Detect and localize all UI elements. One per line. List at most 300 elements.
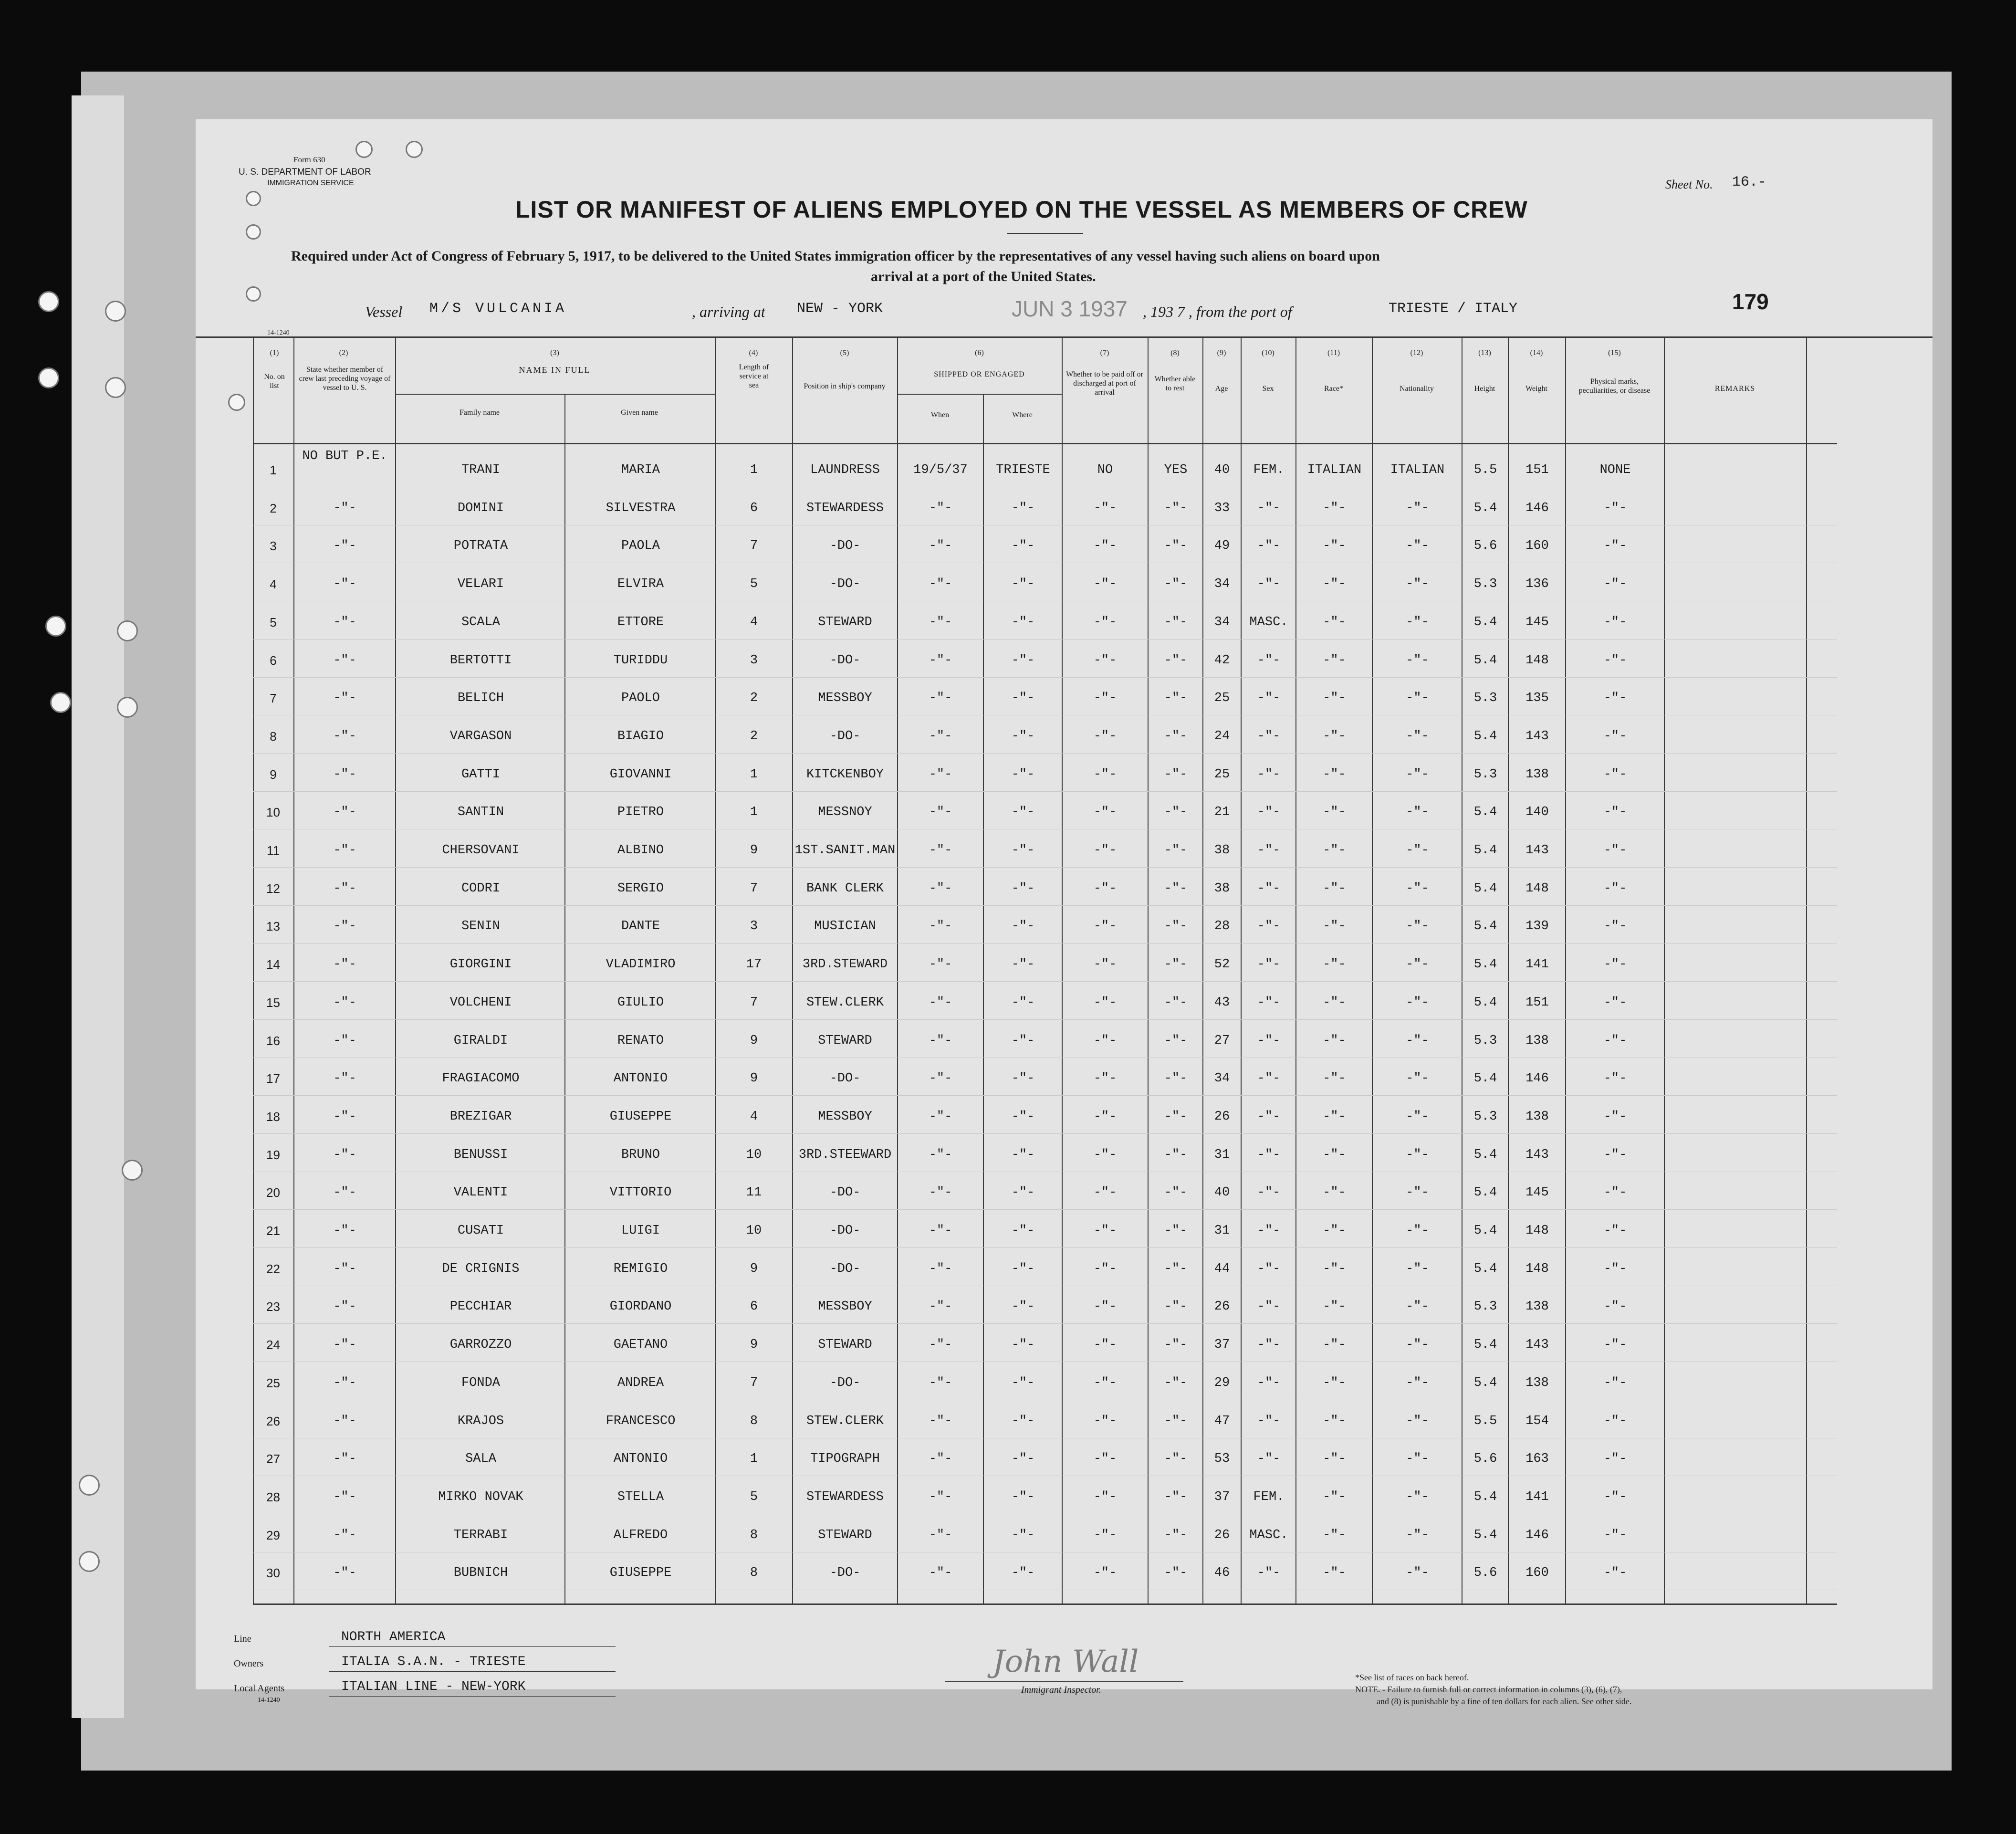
shipped-when-cell: -"- <box>929 577 952 591</box>
given-name-cell: PIETRO <box>617 805 664 819</box>
height-cell: 5.4 <box>1473 1528 1497 1542</box>
able-to-rest-cell: -"- <box>1164 691 1188 705</box>
height-cell: 5.4 <box>1473 1185 1497 1200</box>
column-rule <box>1372 338 1373 1605</box>
physical-marks-cell: -"- <box>1603 615 1627 629</box>
physical-marks-cell: -"- <box>1603 919 1627 933</box>
binder-hole <box>38 367 59 388</box>
previous-voyage-cell: -"- <box>333 1262 356 1276</box>
footnote-warning-2: and (8) is punishable by a fine of ten dollars for each alien. See other side. <box>1377 1697 1632 1706</box>
row-number-cell: 22 <box>266 1262 280 1276</box>
given-name-cell: GAETANO <box>613 1338 668 1352</box>
family-name-cell: PECCHIAR <box>449 1300 512 1314</box>
family-name-cell: GIORGINI <box>449 957 512 972</box>
punch-hole <box>246 224 261 240</box>
previous-voyage-cell: -"- <box>333 1414 356 1428</box>
line-value: NORTH AMERICA <box>341 1630 446 1645</box>
sex-cell: -"- <box>1257 805 1281 819</box>
col6-number: (6) <box>975 349 984 357</box>
row-rule <box>253 1019 1837 1020</box>
paid-off-cell: -"- <box>1093 1338 1117 1352</box>
col1-header: No. on list <box>264 373 285 390</box>
stamp-number: 179 <box>1732 289 1769 314</box>
row-rule <box>253 981 1837 982</box>
race-cell: -"- <box>1323 843 1346 858</box>
footnote-warning-1: NOTE. - Failure to furnish full or correct information in columns (3), (6), (7), <box>1355 1685 1622 1694</box>
family-name-cell: BELICH <box>457 691 504 705</box>
weight-cell: 138 <box>1525 1376 1549 1390</box>
age-cell: 34 <box>1214 577 1230 591</box>
height-cell: 5.4 <box>1473 1071 1497 1086</box>
nationality-cell: -"- <box>1406 1376 1429 1390</box>
height-cell: 5.4 <box>1473 1490 1497 1504</box>
able-to-rest-cell: -"- <box>1164 1300 1188 1314</box>
paid-off-cell: NO <box>1097 463 1113 477</box>
given-name-cell: SILVESTRA <box>606 501 676 515</box>
owners-underline <box>329 1671 616 1672</box>
physical-marks-cell: -"- <box>1603 539 1627 553</box>
given-name-cell: MARIA <box>621 463 660 477</box>
col3-header: NAME IN FULL <box>519 365 591 375</box>
age-cell: 40 <box>1214 1185 1230 1200</box>
able-to-rest-cell: -"- <box>1164 1148 1188 1162</box>
service-length-cell: 1 <box>750 767 758 782</box>
able-to-rest-cell: -"- <box>1164 1185 1188 1200</box>
paid-off-cell: -"- <box>1093 1224 1117 1238</box>
col2-number: (2) <box>339 349 348 357</box>
paid-off-cell: -"- <box>1093 1071 1117 1086</box>
race-cell: -"- <box>1323 1034 1346 1048</box>
height-cell: 5.4 <box>1473 957 1497 972</box>
shipped-where-cell: -"- <box>1011 767 1035 782</box>
position-cell: -DO- <box>829 1224 861 1238</box>
col5-header: Position in ship's company <box>804 382 886 390</box>
height-cell: 5.4 <box>1473 881 1497 896</box>
family-name-cell: SANTIN <box>457 805 504 819</box>
family-name-cell: GARROZZO <box>449 1338 512 1352</box>
family-name-cell: BERTOTTI <box>449 653 512 668</box>
family-name-cell: FRAGIACOMO <box>442 1071 520 1086</box>
shipped-when-cell: -"- <box>929 615 952 629</box>
paid-off-cell: -"- <box>1093 1566 1117 1580</box>
paid-off-cell: -"- <box>1093 539 1117 553</box>
shipped-when-cell: -"- <box>929 1566 952 1580</box>
previous-voyage-cell: -"- <box>333 957 356 972</box>
height-cell: 5.3 <box>1473 767 1497 782</box>
age-cell: 44 <box>1214 1262 1230 1276</box>
race-cell: -"- <box>1323 805 1346 819</box>
binder-hole <box>45 616 66 637</box>
age-cell: 31 <box>1214 1148 1230 1162</box>
able-to-rest-cell: -"- <box>1164 805 1188 819</box>
previous-voyage-cell: -"- <box>333 691 356 705</box>
weight-cell: 143 <box>1525 843 1549 858</box>
sex-cell: -"- <box>1257 1414 1281 1428</box>
given-name-cell: LUIGI <box>621 1224 660 1238</box>
shipped-where-cell: -"- <box>1011 1185 1035 1200</box>
position-cell: MESSNOY <box>818 805 872 819</box>
row-number-cell: 20 <box>266 1185 280 1200</box>
race-cell: -"- <box>1323 1414 1346 1428</box>
paid-off-cell: -"- <box>1093 996 1117 1010</box>
shipped-when-cell: -"- <box>929 805 952 819</box>
paid-off-cell: -"- <box>1093 691 1117 705</box>
column-rule <box>395 338 396 1605</box>
column-rule <box>1508 338 1509 1605</box>
previous-voyage-cell: -"- <box>333 805 356 819</box>
col10-number: (10) <box>1262 349 1274 357</box>
age-cell: 24 <box>1214 729 1230 744</box>
col12-header: Nationality <box>1400 385 1434 393</box>
shipped-where-cell: -"- <box>1011 1566 1035 1580</box>
shipped-when-cell: -"- <box>929 1262 952 1276</box>
table-bottom-rule <box>253 1603 1837 1605</box>
row-number-cell: 3 <box>270 539 277 553</box>
punch-hole <box>246 286 261 302</box>
age-cell: 37 <box>1214 1338 1230 1352</box>
shipped-when-cell: -"- <box>929 691 952 705</box>
race-cell: -"- <box>1323 1224 1346 1238</box>
shipped-where-cell: TRIESTE <box>996 463 1050 477</box>
agents-code: 14-1240 <box>258 1697 280 1704</box>
shipped-where-cell: -"- <box>1011 1110 1035 1124</box>
shipped-when-cell: -"- <box>929 919 952 933</box>
race-cell: -"- <box>1323 729 1346 744</box>
race-cell: -"- <box>1323 957 1346 972</box>
previous-voyage-cell: -"- <box>333 1528 356 1542</box>
age-cell: 31 <box>1214 1224 1230 1238</box>
position-cell: MESSBOY <box>818 691 872 705</box>
race-cell: -"- <box>1323 767 1346 782</box>
height-cell: 5.3 <box>1473 1110 1497 1124</box>
service-length-cell: 8 <box>750 1414 758 1428</box>
previous-voyage-cell: -"- <box>333 1185 356 1200</box>
col3-given-header: Given name <box>621 409 658 417</box>
height-cell: 5.4 <box>1473 996 1497 1010</box>
previous-voyage-cell: -"- <box>333 1110 356 1124</box>
shipped-where-cell: -"- <box>1011 501 1035 515</box>
position-cell: KITCKENBOY <box>806 767 884 782</box>
physical-marks-cell: -"- <box>1603 1528 1627 1542</box>
age-cell: 27 <box>1214 1034 1230 1048</box>
row-number-cell: 18 <box>266 1110 280 1124</box>
family-name-cell: BENUSSI <box>453 1148 508 1162</box>
previous-voyage-cell: -"- <box>333 615 356 629</box>
family-name-cell: VOLCHENI <box>449 996 512 1010</box>
shipped-where-cell: -"- <box>1011 539 1035 553</box>
paid-off-cell: -"- <box>1093 1528 1117 1542</box>
race-cell: -"- <box>1323 615 1346 629</box>
given-name-cell: ALFREDO <box>613 1528 668 1542</box>
line-label: Line <box>234 1634 251 1644</box>
family-name-cell: CUSATI <box>457 1224 504 1238</box>
given-name-cell: BIAGIO <box>617 729 664 744</box>
sex-cell: MASC. <box>1249 615 1288 629</box>
sex-cell: -"- <box>1257 729 1281 744</box>
shipped-when-cell: -"- <box>929 1148 952 1162</box>
weight-cell: 154 <box>1525 1414 1549 1428</box>
service-length-cell: 11 <box>746 1185 762 1200</box>
nationality-cell: ITALIAN <box>1390 463 1445 477</box>
column-rule <box>564 394 565 1605</box>
shipped-when-cell: -"- <box>929 729 952 744</box>
able-to-rest-cell: -"- <box>1164 1376 1188 1390</box>
weight-cell: 141 <box>1525 1490 1549 1504</box>
weight-cell: 140 <box>1525 805 1549 819</box>
given-name-cell: PAOLO <box>621 691 660 705</box>
nationality-cell: -"- <box>1406 691 1429 705</box>
row-number-cell: 26 <box>266 1414 280 1428</box>
height-cell: 5.4 <box>1473 1262 1497 1276</box>
paid-off-cell: -"- <box>1093 881 1117 896</box>
family-name-cell: GIRALDI <box>453 1034 508 1048</box>
nationality-cell: -"- <box>1406 957 1429 972</box>
position-cell: -DO- <box>829 1185 861 1200</box>
given-name-cell: VITTORIO <box>609 1185 672 1200</box>
age-cell: 40 <box>1214 463 1230 477</box>
able-to-rest-cell: -"- <box>1164 1566 1188 1580</box>
able-to-rest-cell: YES <box>1164 463 1188 477</box>
height-cell: 5.3 <box>1473 1300 1497 1314</box>
position-cell: 3RD.STEEWARD <box>798 1148 892 1162</box>
weight-cell: 139 <box>1525 919 1549 933</box>
physical-marks-cell: -"- <box>1603 1148 1627 1162</box>
shipped-where-cell: -"- <box>1011 1338 1035 1352</box>
able-to-rest-cell: -"- <box>1164 729 1188 744</box>
given-name-cell: GIUSEPPE <box>609 1110 672 1124</box>
given-name-cell: GIORDANO <box>609 1300 672 1314</box>
row-number-cell: 14 <box>266 957 280 972</box>
left-code: 14-1240 <box>267 329 290 336</box>
family-name-cell: FONDA <box>461 1376 500 1390</box>
position-cell: STEWARD <box>818 1034 872 1048</box>
binder-strip <box>72 95 124 1718</box>
given-name-cell: RENATO <box>617 1034 664 1048</box>
nationality-cell: -"- <box>1406 767 1429 782</box>
shipped-when-cell: -"- <box>929 1110 952 1124</box>
race-cell: -"- <box>1323 881 1346 896</box>
row-number-cell: 27 <box>266 1452 280 1466</box>
form-number: Form 630 <box>293 155 325 164</box>
nationality-cell: -"- <box>1406 843 1429 858</box>
column-rule <box>1062 338 1063 1605</box>
sex-cell: -"- <box>1257 919 1281 933</box>
shipped-where-cell: -"- <box>1011 1528 1035 1542</box>
able-to-rest-cell: -"- <box>1164 996 1188 1010</box>
shipped-where-cell: -"- <box>1011 1300 1035 1314</box>
physical-marks-cell: -"- <box>1603 1452 1627 1466</box>
weight-cell: 151 <box>1525 463 1549 477</box>
col10-header: Sex <box>1262 385 1274 393</box>
nationality-cell: -"- <box>1406 1338 1429 1352</box>
given-name-cell: REMIGIO <box>613 1262 668 1276</box>
race-cell: -"- <box>1323 1110 1346 1124</box>
given-name-cell: VLADIMIRO <box>606 957 676 972</box>
height-cell: 5.5 <box>1473 1414 1497 1428</box>
row-number-cell: 4 <box>270 577 277 591</box>
family-name-cell: SALA <box>465 1452 496 1466</box>
weight-cell: 146 <box>1525 1071 1549 1086</box>
col12-number: (12) <box>1410 349 1423 357</box>
height-cell: 5.4 <box>1473 805 1497 819</box>
position-cell: MUSICIAN <box>814 919 876 933</box>
col8-number: (8) <box>1170 349 1180 357</box>
sex-cell: -"- <box>1257 1224 1281 1238</box>
subtitle-line2: arrival at a port of the United States. <box>871 269 1096 284</box>
given-name-cell: BRUNO <box>621 1148 660 1162</box>
position-cell: -DO- <box>829 539 861 553</box>
col14-number: (14) <box>1530 349 1543 357</box>
column-rule <box>715 338 716 1605</box>
given-name-cell: DANTE <box>621 919 660 933</box>
able-to-rest-cell: -"- <box>1164 843 1188 858</box>
family-name-cell: GATTI <box>461 767 500 782</box>
race-cell: -"- <box>1323 996 1346 1010</box>
row-rule <box>253 791 1837 792</box>
row-number-cell: 17 <box>266 1071 280 1086</box>
height-cell: 5.3 <box>1473 1034 1497 1048</box>
sex-cell: -"- <box>1257 1566 1281 1580</box>
physical-marks-cell: -"- <box>1603 996 1627 1010</box>
sex-cell: -"- <box>1257 1376 1281 1390</box>
shipped-where-cell: -"- <box>1011 805 1035 819</box>
previous-voyage-cell: -"- <box>333 1148 356 1162</box>
inspector-label: Immigrant Inspector. <box>1021 1685 1101 1695</box>
race-cell: -"- <box>1323 539 1346 553</box>
race-cell: -"- <box>1323 919 1346 933</box>
position-cell: -DO- <box>829 577 861 591</box>
col9-header: Age <box>1215 385 1228 393</box>
service-length-cell: 2 <box>750 691 758 705</box>
position-cell: TIPOGRAPH <box>810 1452 880 1466</box>
position-cell: STEWARDESS <box>806 501 884 515</box>
shipped-where-cell: -"- <box>1011 1262 1035 1276</box>
sex-cell: -"- <box>1257 767 1281 782</box>
position-cell: -DO- <box>829 1566 861 1580</box>
family-name-cell: SCALA <box>461 615 500 629</box>
height-cell: 5.4 <box>1473 1148 1497 1162</box>
shipped-subheader-rule <box>897 394 1062 395</box>
able-to-rest-cell: -"- <box>1164 501 1188 515</box>
sex-cell: -"- <box>1257 843 1281 858</box>
height-cell: 5.3 <box>1473 577 1497 591</box>
previous-voyage-cell: -"- <box>333 843 356 858</box>
row-rule <box>253 1133 1837 1134</box>
previous-voyage-cell: -"- <box>333 1034 356 1048</box>
binder-hole <box>117 697 138 718</box>
col13-number: (13) <box>1478 349 1491 357</box>
column-rule <box>1241 338 1242 1605</box>
previous-voyage-cell: -"- <box>333 653 356 668</box>
shipped-when-cell: -"- <box>929 1338 952 1352</box>
position-cell: MESSBOY <box>818 1110 872 1124</box>
remarks-header: REMARKS <box>1714 385 1755 393</box>
family-name-cell: SENIN <box>461 919 500 933</box>
column-rule <box>792 338 793 1605</box>
height-cell: 5.4 <box>1473 501 1497 515</box>
age-cell: 46 <box>1214 1566 1230 1580</box>
row-number-cell: 24 <box>266 1338 280 1352</box>
position-cell: LAUNDRESS <box>810 463 880 477</box>
given-name-cell: ANDREA <box>617 1376 664 1390</box>
physical-marks-cell: -"- <box>1603 691 1627 705</box>
race-cell: -"- <box>1323 1490 1346 1504</box>
paid-off-cell: -"- <box>1093 1300 1117 1314</box>
physical-marks-cell: NONE <box>1599 463 1631 477</box>
service-length-cell: 9 <box>750 1034 758 1048</box>
service-length-cell: 3 <box>750 919 758 933</box>
height-cell: 5.4 <box>1473 653 1497 668</box>
previous-voyage-cell: -"- <box>333 539 356 553</box>
row-number-cell: 11 <box>267 843 280 858</box>
shipped-where-cell: -"- <box>1011 1414 1035 1428</box>
race-cell: -"- <box>1323 1376 1346 1390</box>
service-length-cell: 6 <box>750 501 758 515</box>
shipped-where-cell: -"- <box>1011 1490 1035 1504</box>
previous-voyage-cell: -"- <box>333 1376 356 1390</box>
service-length-cell: 5 <box>750 577 758 591</box>
column-rule <box>1664 338 1665 1605</box>
able-to-rest-cell: -"- <box>1164 767 1188 782</box>
physical-marks-cell: -"- <box>1603 1071 1627 1086</box>
nationality-cell: -"- <box>1406 1566 1429 1580</box>
weight-cell: 146 <box>1525 1528 1549 1542</box>
able-to-rest-cell: -"- <box>1164 539 1188 553</box>
shipped-where-cell: -"- <box>1011 615 1035 629</box>
department-name: U. S. DEPARTMENT OF LABOR <box>239 167 371 177</box>
paid-off-cell: -"- <box>1093 729 1117 744</box>
column-rule <box>1202 338 1203 1605</box>
service-length-cell: 7 <box>750 539 758 553</box>
service-length-cell: 4 <box>750 1110 758 1124</box>
height-cell: 5.4 <box>1473 729 1497 744</box>
age-cell: 25 <box>1214 767 1230 782</box>
previous-voyage-cell: -"- <box>333 1300 356 1314</box>
physical-marks-cell: -"- <box>1603 1414 1627 1428</box>
able-to-rest-cell: -"- <box>1164 615 1188 629</box>
age-cell: 34 <box>1214 1071 1230 1086</box>
column-rule <box>253 338 254 1605</box>
family-name-cell: KRAJOS <box>457 1414 504 1428</box>
shipped-when-cell: -"- <box>929 957 952 972</box>
physical-marks-cell: -"- <box>1603 767 1627 782</box>
previous-voyage-cell: -"- <box>333 1338 356 1352</box>
subtitle-line1: Required under Act of Congress of February 5, 1917, to be delivered to the United States immigration officer by the representatives of any vessel having such aliens on board upon <box>291 248 1380 264</box>
position-cell: BANK CLERK <box>806 881 884 896</box>
row-number-cell: 25 <box>266 1376 280 1390</box>
family-name-cell: DOMINI <box>457 501 504 515</box>
vessel-name: M/S VULCANIA <box>429 301 567 317</box>
row-number-cell: 19 <box>266 1148 280 1162</box>
shipped-where-cell: -"- <box>1011 1148 1035 1162</box>
shipped-when-cell: -"- <box>929 1071 952 1086</box>
nationality-cell: -"- <box>1406 577 1429 591</box>
punch-hole <box>406 141 423 158</box>
service-length-cell: 9 <box>750 1262 758 1276</box>
agents-label: Local Agents <box>234 1683 285 1694</box>
binder-hole <box>50 692 71 713</box>
service-length-cell: 9 <box>750 1071 758 1086</box>
service-name: IMMIGRATION SERVICE <box>267 179 354 187</box>
service-length-cell: 9 <box>750 843 758 858</box>
age-cell: 43 <box>1214 996 1230 1010</box>
height-cell: 5.4 <box>1473 615 1497 629</box>
row-rule <box>253 1323 1837 1324</box>
sex-cell: -"- <box>1257 957 1281 972</box>
shipped-where-cell: -"- <box>1011 577 1035 591</box>
service-length-cell: 1 <box>750 805 758 819</box>
arrival-port: NEW - YORK <box>797 301 883 317</box>
